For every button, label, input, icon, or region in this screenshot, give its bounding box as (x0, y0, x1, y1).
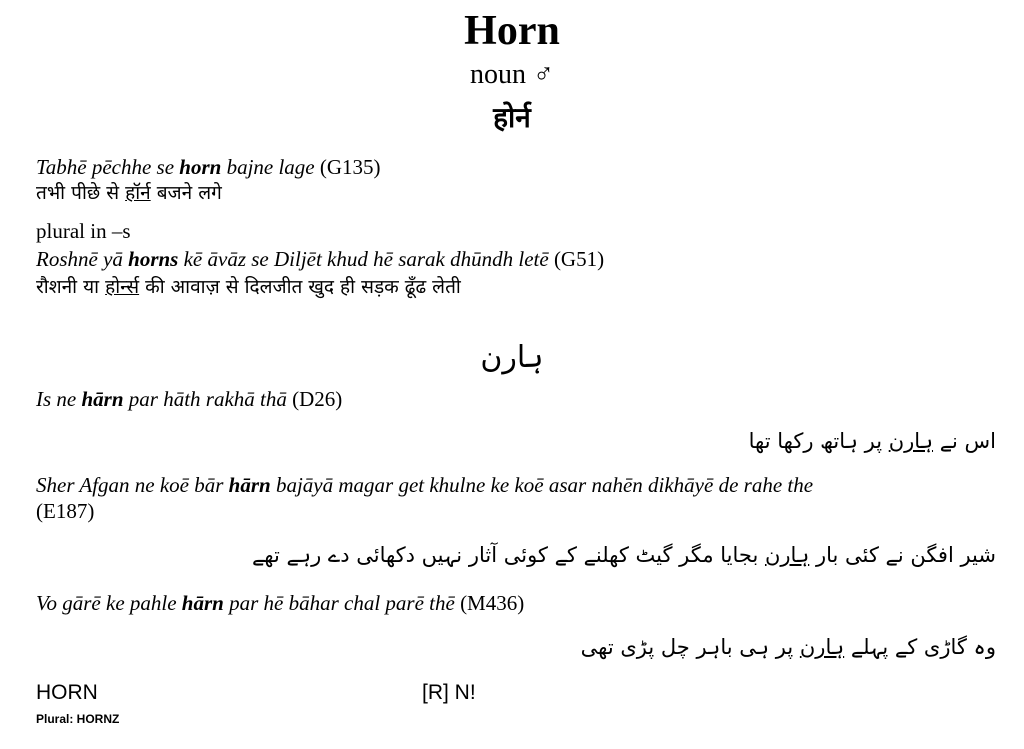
devanagari-text: बजने लगे (150, 182, 222, 204)
translit-keyword: hārn (81, 387, 124, 411)
source-ref: (G135) (314, 155, 381, 179)
translit-text: kē āvāz se Diljēt khud hē sarak dhūndh letē (178, 247, 549, 271)
urdu-headword: ہارن (480, 340, 544, 375)
urdu-text: اس نے (933, 429, 996, 453)
translit-text: Vo gārē ke pahle (36, 591, 182, 615)
devanagari-text: तभी पीछे से (36, 182, 126, 204)
source-ref: (M436) (454, 591, 525, 615)
translit-keyword: hārn (228, 473, 271, 497)
code-word: HORN (36, 681, 98, 704)
urdu-text: بجایا مگر گیٹ کھلنے کے کوئی آثار نہیں دکھائی دے رہے تھے (251, 543, 765, 567)
hindi-example-2-devanagari (36, 274, 461, 300)
translit-keyword: horns (128, 247, 179, 271)
urdu-example-1-translit (36, 386, 342, 412)
urdu-example-3-translit (36, 590, 524, 616)
translit-text: bajne lage (221, 155, 315, 179)
urdu-text: وہ گاڑی کے پہلے (844, 635, 996, 659)
translit-text: Is ne (36, 387, 82, 411)
urdu-example-2-ref: (E187) (36, 499, 95, 523)
urdu-keyword: ہارن (799, 635, 845, 659)
urdu-example-2-translit (36, 472, 813, 498)
translit-text: Tabhē pēchhe se (36, 155, 180, 179)
hindi-example-1-translit (36, 154, 381, 180)
urdu-text: پر ہاتھ رکھا تھا (748, 429, 889, 453)
headword: Horn (464, 8, 560, 54)
urdu-example-1-script (749, 426, 996, 456)
part-of-speech: noun ♂ (470, 59, 554, 90)
hindi-headword: होर्न (493, 101, 531, 134)
translit-text: bajāyā magar get khulne ke koē asar nahēn dikhāyē de rahe the (270, 473, 814, 497)
translit-text: Roshnē yā (36, 247, 129, 271)
devanagari-keyword: होर्न्स (105, 276, 140, 298)
devanagari-keyword: हॉर्न (125, 182, 151, 204)
source-ref: (G51) (548, 247, 605, 271)
translit-keyword: horn (179, 155, 222, 179)
source-ref: (D26) (286, 387, 343, 411)
hindi-example-2-translit (36, 246, 604, 272)
translit-text: Sher Afgan ne koē bār (36, 473, 229, 497)
urdu-text: پر ہی باہر چل پڑی تھی (580, 635, 800, 659)
urdu-keyword: ہارن (764, 543, 810, 567)
translit-text: par hāth rakhā thā (123, 387, 287, 411)
code-plural: Plural: HORNZ (36, 712, 120, 726)
devanagari-text: की आवाज़ से दिलजीत खुद ही सड़क ढूँढ लेती (139, 276, 461, 298)
plural-note: plural in –s (36, 219, 131, 243)
urdu-example-2-script (252, 540, 996, 570)
urdu-keyword: ہارن (888, 429, 934, 453)
code-tag: [R] N! (422, 681, 476, 704)
urdu-text: شیر افگن نے کئی بار (809, 543, 996, 567)
devanagari-text: रौशनी या (36, 276, 106, 298)
translit-keyword: hārn (181, 591, 224, 615)
hindi-example-1-devanagari (36, 180, 222, 206)
translit-text: par hē bāhar chal parē thē (223, 591, 455, 615)
urdu-example-3-script (581, 632, 996, 662)
